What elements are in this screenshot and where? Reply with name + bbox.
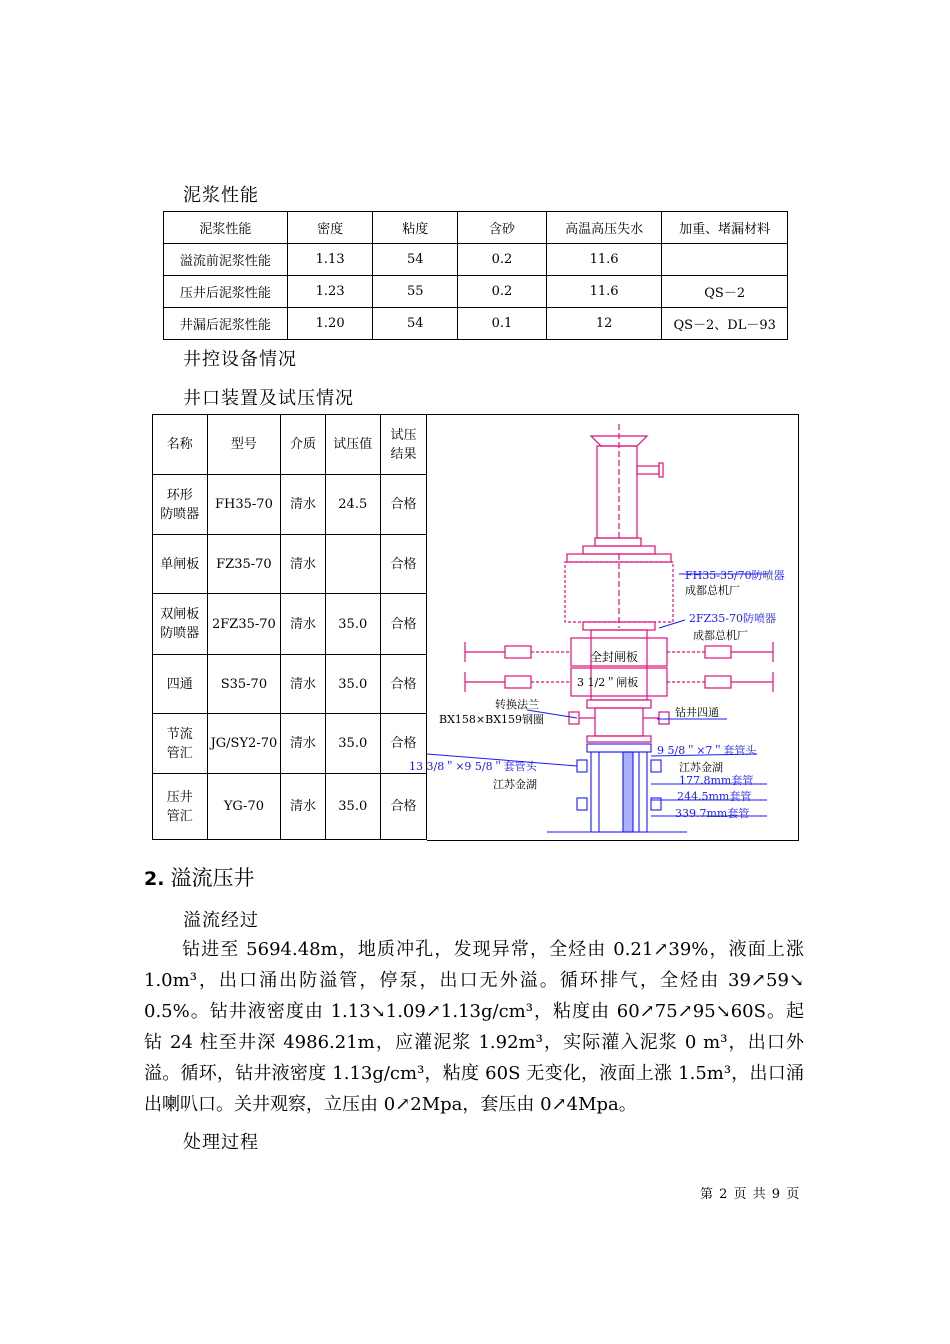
label-casing-3: 339.7mm套管	[675, 807, 750, 820]
bop-stack-drawing	[465, 424, 773, 742]
table-cell: 12	[546, 308, 662, 340]
treatment-heading: 处理过程	[183, 1132, 259, 1153]
table-cell: 54	[373, 308, 458, 340]
label-spool: 钻井四通	[675, 706, 719, 719]
table-cell: 合格	[380, 535, 426, 594]
table-cell: 合格	[380, 714, 426, 774]
table-cell: 环形 防喷器	[153, 475, 208, 535]
table-row	[153, 594, 427, 655]
table-row	[164, 244, 788, 276]
label-ram-maker: 成都总机厂	[693, 629, 748, 642]
table-cell: YG-70	[207, 774, 281, 840]
table-cell: 井漏后泥浆性能	[164, 308, 288, 340]
label-adapter-flange: 转换法兰	[495, 698, 539, 711]
diagram-labels	[409, 568, 785, 820]
table-row	[153, 475, 427, 535]
mud-properties-table	[163, 211, 788, 340]
label-ram-model: 2FZ35-70防喷器	[689, 612, 776, 625]
table-row	[153, 655, 427, 714]
label-casing-2: 244.5mm套管	[677, 790, 752, 803]
equipment-table	[152, 414, 427, 840]
table-cell: 35.0	[325, 714, 380, 774]
table-cell: 54	[373, 244, 458, 276]
table-cell: 节流 管汇	[153, 714, 208, 774]
table-cell: 0.2	[458, 276, 547, 308]
table-cell: 双闸板 防喷器	[153, 594, 208, 655]
table-cell: 35.0	[325, 594, 380, 655]
table-row	[164, 308, 788, 340]
drilling-spool	[595, 708, 643, 736]
table-cell: 清水	[281, 535, 325, 594]
table-cell: S35-70	[207, 655, 281, 714]
table-cell: 清水	[281, 714, 325, 774]
table-cell: 2FZ35-70	[207, 594, 281, 655]
table-cell: 合格	[380, 655, 426, 714]
table-cell: FH35-70	[207, 475, 281, 535]
table-header-row	[164, 212, 788, 244]
label-blind-ram: 全封闸板	[590, 650, 639, 664]
table-cell: 55	[373, 276, 458, 308]
label-ring-gasket: BX158×BX159钢圈	[439, 713, 545, 726]
section-2-heading	[144, 862, 254, 892]
flowline-outlet	[637, 466, 659, 474]
table-row	[153, 535, 427, 594]
label-pipe-ram: 3 1/2＂闸板	[577, 676, 639, 689]
table-cell: JG/SY2-70	[207, 714, 281, 774]
table-cell	[662, 244, 788, 276]
column-header: 含砂	[458, 212, 547, 244]
table-cell: 合格	[380, 475, 426, 535]
table-cell: FZ35-70	[207, 535, 281, 594]
table-cell: 24.5	[325, 475, 380, 535]
table-cell: 11.6	[546, 276, 662, 308]
table-cell: 清水	[281, 655, 325, 714]
overflow-paragraph: 钻进至 5694.48m，地质冲孔，发现异常，全烃由 0.21↗39%，液面上涨 1.0m³，出口涌出防溢管，停泵，出口无外溢。循环排气，全烃由 39↗59↘ 0.5%。钻井液密度由 1.13↘1.09↗1.13g/cm³，粘度由 60↗75↗95↘60S。起钻 24 柱至井深 4986.21m，应灌泥浆 1.92m³，实际灌入泥浆 0 m³，出口外溢。循环，钻井液密度 1.13g/cm³，粘度 60S 无变化，液面上涨 1.5m³，出口涌出喇叭口。关井观察，立压由 0↗2Mpa，套压由 0↗4Mpa。	[144, 939, 804, 1115]
table-cell: 压井 管汇	[153, 774, 208, 840]
wellhead-heading: 井口装置及试压情况	[183, 388, 354, 409]
table-cell: 合格	[380, 774, 426, 840]
mud-heading: 泥浆性能	[183, 185, 259, 206]
section-2-title: 溢流压井	[170, 866, 255, 890]
section-2-number: 2.	[144, 868, 165, 890]
table-row	[153, 774, 427, 840]
column-header: 介质	[281, 415, 325, 475]
page-footer: 第 2 页 共 9 页	[700, 1187, 801, 1202]
table-cell: 1.23	[287, 276, 373, 308]
table-cell: 溢流前泥浆性能	[164, 244, 288, 276]
table-cell	[325, 535, 380, 594]
column-header: 高温高压失水	[546, 212, 662, 244]
table-cell: 1.13	[287, 244, 373, 276]
column-header: 名称	[153, 415, 208, 475]
casing-head-drawing	[547, 744, 687, 832]
table-cell: 合格	[380, 594, 426, 655]
column-header: 型号	[207, 415, 281, 475]
table-cell: 清水	[281, 774, 325, 840]
riser-pipe	[597, 446, 637, 538]
table-cell: 清水	[281, 475, 325, 535]
table-cell: QS－2、DL－93	[662, 308, 788, 340]
table-cell: 11.6	[546, 244, 662, 276]
table-cell: 压井后泥浆性能	[164, 276, 288, 308]
label-head-lower-maker: 江苏金湖	[493, 778, 537, 791]
table-cell: 单闸板	[153, 535, 208, 594]
table-row	[153, 714, 427, 774]
label-head-upper: 9 5/8＂×7＂套管头	[657, 744, 757, 757]
label-head-lower: 13 3/8＂×9 5/8＂套管头	[409, 760, 537, 773]
well-control-heading: 井控设备情况	[183, 349, 297, 370]
overflow-process-heading: 溢流经过	[183, 910, 259, 931]
wellhead-diagram	[409, 414, 799, 841]
table-cell: 0.2	[458, 244, 547, 276]
table-header-row	[153, 415, 427, 475]
table-cell: 35.0	[325, 655, 380, 714]
column-header: 加重、堵漏材料	[662, 212, 788, 244]
table-cell: 35.0	[325, 774, 380, 840]
column-header: 粘度	[373, 212, 458, 244]
column-header: 泥浆性能	[164, 212, 288, 244]
table-row	[164, 276, 788, 308]
table-cell: 清水	[281, 594, 325, 655]
table-cell: 四通	[153, 655, 208, 714]
column-header: 试压 结果	[380, 415, 426, 475]
label-head-upper-maker: 江苏金湖	[679, 761, 723, 774]
table-cell: 0.1	[458, 308, 547, 340]
label-annular-maker: 成都总机厂	[685, 584, 740, 597]
table-cell: QS－2	[662, 276, 788, 308]
column-header: 密度	[287, 212, 373, 244]
table-cell: 1.20	[287, 308, 373, 340]
label-casing-1: 177.8mm套管	[679, 774, 754, 787]
column-header: 试压值	[325, 415, 380, 475]
label-annular-model: FH35-35/70防喷器	[685, 569, 785, 582]
